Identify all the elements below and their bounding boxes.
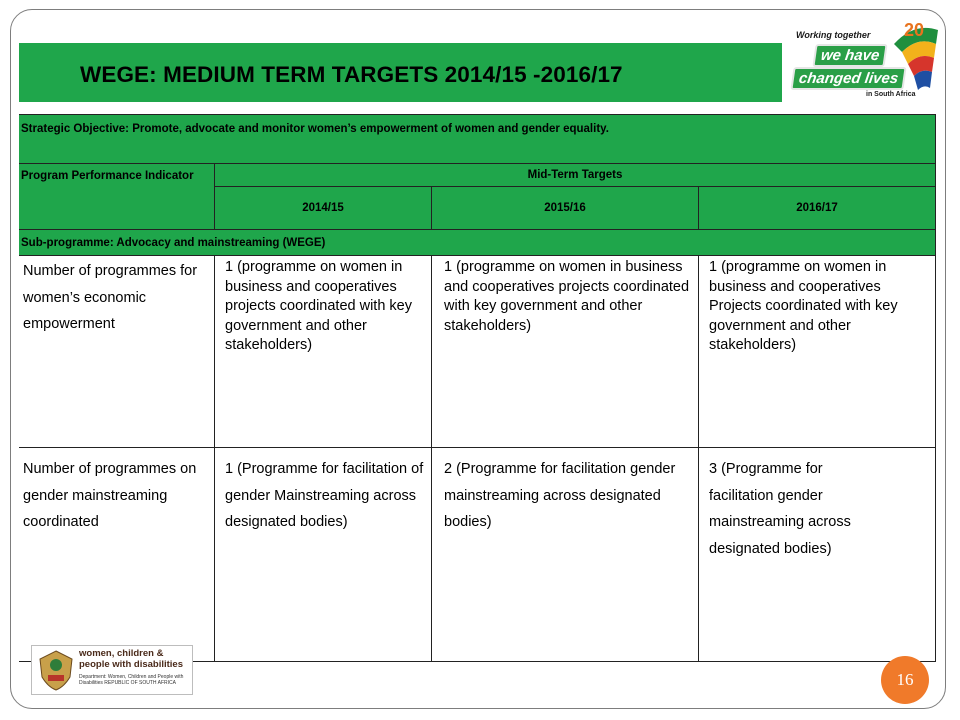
row1-target-2014-15: 1 (programme on women in business and cooperatives projects coordinated with key government and other stakeholders) bbox=[215, 256, 432, 448]
row1-target-2015-16: 1 (programme on women in business and cooperatives projects coordinated with key government and other stakeholders) bbox=[432, 256, 699, 448]
row1-target-2016-17: 1 (programme on women in business and cooperatives Projects coordinated with key government and other stakeholders) bbox=[699, 256, 936, 448]
logo-tagline: Working together bbox=[796, 30, 871, 40]
department-detail: Department: Women, Children and People with Disabilities REPUBLIC OF SOUTH AFRICA bbox=[79, 674, 184, 686]
department-name: women, children & people with disabilities bbox=[79, 648, 183, 670]
svg-text:20: 20 bbox=[904, 20, 925, 40]
logo-location: in South Africa bbox=[866, 91, 916, 98]
coat-of-arms-icon bbox=[34, 647, 78, 693]
row1-indicator: Number of programmes for women’s economic empowerment bbox=[19, 256, 215, 448]
year-2015-16: 2015/16 bbox=[432, 187, 699, 230]
slide-title: WEGE: MEDIUM TERM TARGETS 2014/15 -2016/17 bbox=[80, 62, 623, 87]
page-number-badge: 16 bbox=[881, 656, 929, 704]
logo-line-1: we have bbox=[812, 44, 888, 67]
row2-target-2014-15: 1 (Programme for facilitation of gender Mainstreaming across designated bodies) bbox=[215, 448, 432, 662]
row2-target-2015-16: 2 (Programme for facilitation gender mainstreaming across designated bodies) bbox=[432, 448, 699, 662]
row2-indicator: Number of programmes on gender mainstreaming coordinated bbox=[19, 448, 215, 662]
year-2016-17: 2016/17 bbox=[699, 187, 936, 230]
mid-term-header: Mid-Term Targets bbox=[215, 164, 936, 187]
logo-line-2: changed lives bbox=[790, 67, 906, 90]
row2-target-2016-17: 3 (Programme for facilitation gender mainstreaming across designated bodies) bbox=[699, 448, 936, 662]
freedom-logo bbox=[786, 14, 946, 106]
targets-table bbox=[19, 114, 936, 662]
subprogramme-row: Sub-programme: Advocacy and mainstreaming (WEGE) bbox=[19, 230, 936, 256]
year-2014-15: 2014/15 bbox=[215, 187, 432, 230]
department-logo bbox=[31, 645, 193, 695]
strategic-objective: Strategic Objective: Promote, advocate and monitor women’s empowerment of women and gender equality. bbox=[19, 114, 936, 164]
indicator-header: Program Performance Indicator bbox=[19, 164, 215, 230]
